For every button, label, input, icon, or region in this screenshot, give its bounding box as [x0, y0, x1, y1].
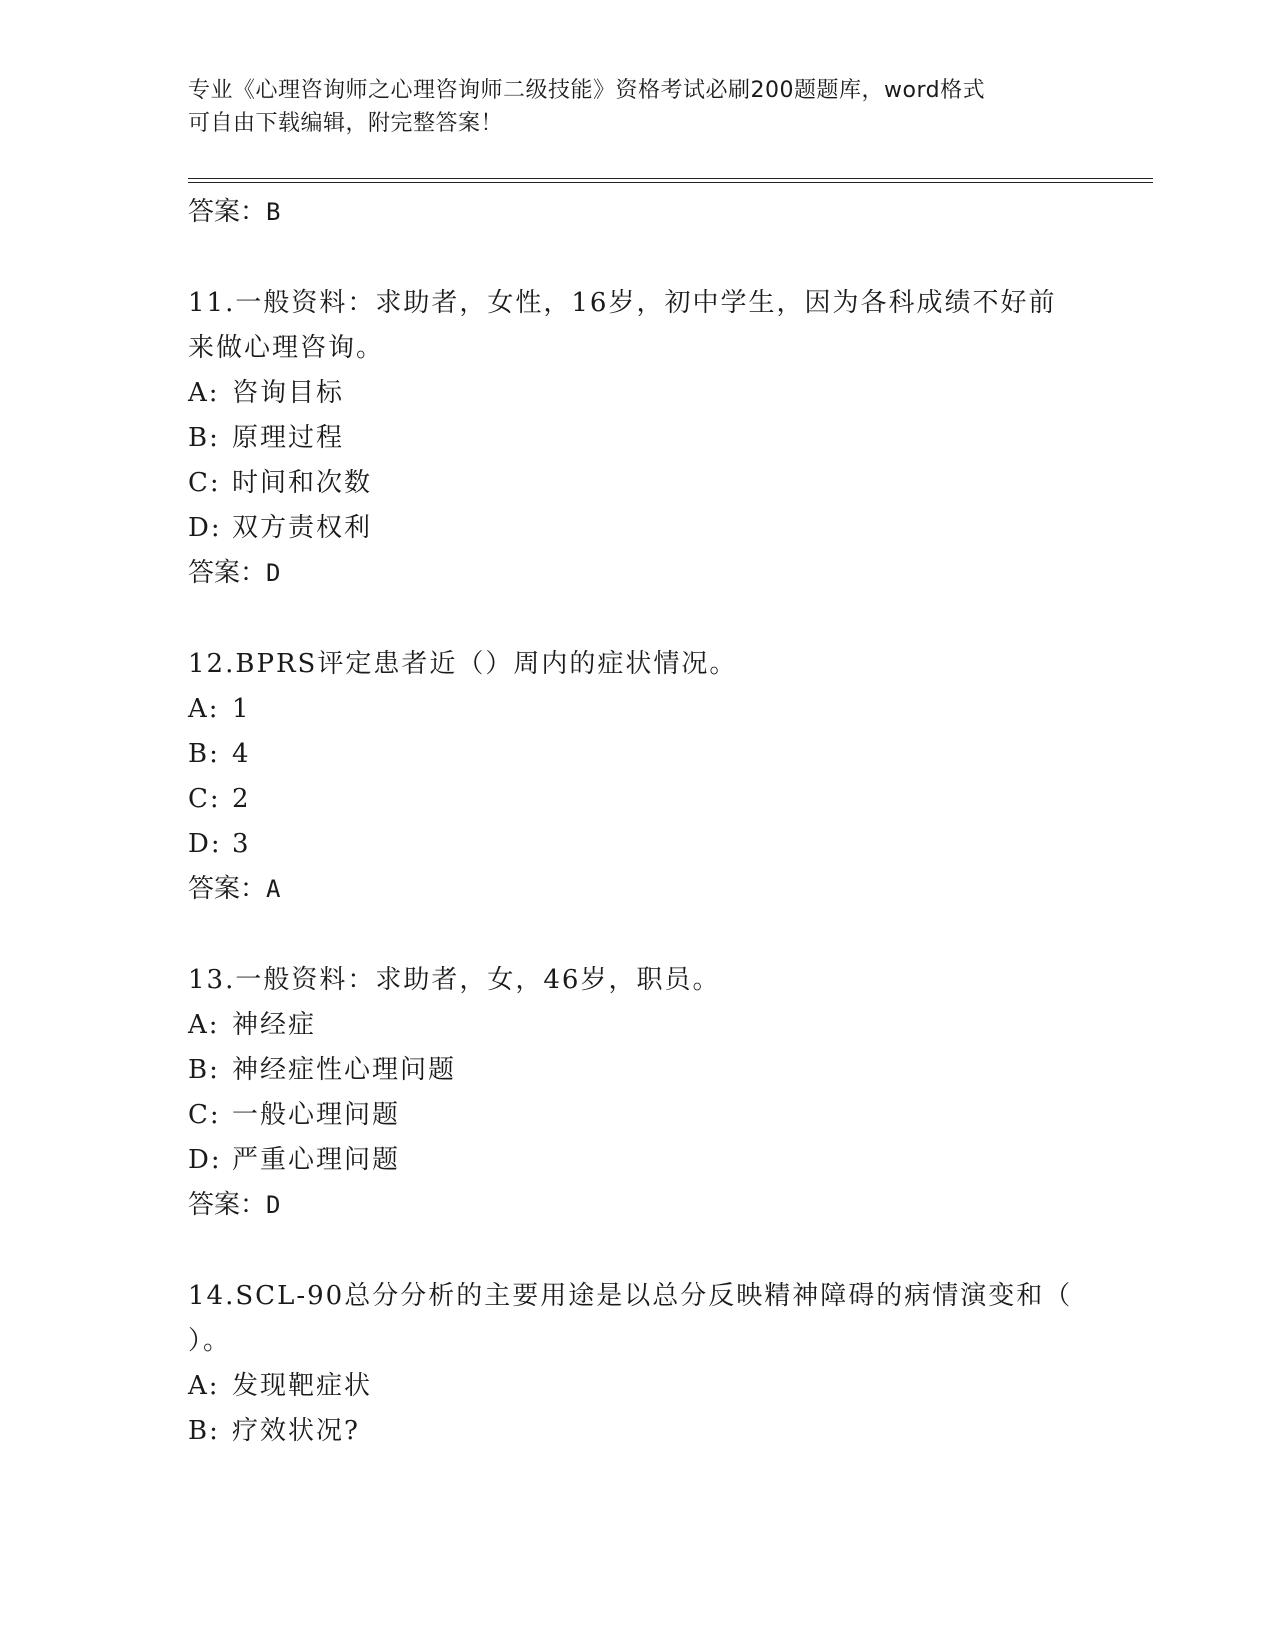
question-text-line-2: ）。 — [188, 1326, 232, 1356]
option-letter: A: — [188, 1371, 220, 1401]
option-text: 神经症 — [232, 1010, 317, 1040]
answer-label: 答案： — [188, 558, 267, 588]
answer-value: D — [266, 1191, 281, 1219]
option-text: 时间和次数 — [232, 468, 373, 498]
header-line-1: 专业《心理咨询师之心理咨询师二级技能》资格考试必刷200题题库，word格式 — [188, 78, 986, 103]
answer-value: B — [266, 198, 281, 226]
question-text-part: 一般资料：求助者，女性，16岁，初中学生，因为各科成绩不好前 — [235, 288, 1057, 318]
question-text — [188, 1274, 1088, 1364]
option-letter: B: — [188, 739, 220, 769]
answer-line-13 — [188, 1183, 1088, 1228]
option-text: 发现靶症状 — [232, 1371, 373, 1401]
question-text-line-1 — [188, 642, 1088, 687]
option-a — [188, 1003, 1088, 1048]
option-letter: A: — [188, 1010, 220, 1040]
answer-value: D — [266, 559, 281, 587]
option-text: 双方责权利 — [232, 513, 373, 543]
answer-label: 答案： — [188, 197, 267, 227]
option-d — [188, 822, 1088, 867]
option-b — [188, 1048, 1088, 1093]
question-12 — [188, 642, 1088, 867]
option-d — [188, 1138, 1088, 1183]
option-a — [188, 1364, 1088, 1409]
option-d — [188, 506, 1088, 551]
option-letter: C: — [188, 784, 221, 814]
option-text: 疗效状况? — [232, 1416, 360, 1446]
option-letter: D: — [188, 513, 222, 543]
question-14 — [188, 1274, 1088, 1454]
option-text: 原理过程 — [232, 423, 345, 453]
header-divider — [188, 178, 1153, 183]
option-letter: C: — [188, 1100, 221, 1130]
question-text-line-1 — [188, 281, 1088, 326]
option-letter: A: — [188, 378, 220, 408]
option-b — [188, 1409, 1088, 1454]
option-text: 3 — [232, 829, 251, 859]
answer-line-11 — [188, 551, 1088, 596]
question-text — [188, 642, 1088, 687]
question-11 — [188, 281, 1088, 551]
question-text-line-2: 来做心理咨询。 — [188, 333, 385, 363]
option-letter: A: — [188, 694, 220, 724]
question-text — [188, 958, 1088, 1003]
option-letter: C: — [188, 468, 221, 498]
option-c — [188, 461, 1088, 506]
option-letter: D: — [188, 829, 222, 859]
answer-label: 答案： — [188, 874, 267, 904]
question-number: 13. — [188, 965, 236, 995]
option-c — [188, 1093, 1088, 1138]
question-text-line-1 — [188, 1274, 1088, 1319]
question-number: 14. — [188, 1281, 236, 1311]
option-letter: B: — [188, 1055, 220, 1085]
option-b — [188, 732, 1088, 777]
option-text: 4 — [232, 739, 251, 769]
option-c — [188, 777, 1088, 822]
option-text: 严重心理问题 — [232, 1145, 401, 1175]
answer-label: 答案： — [188, 1190, 267, 1220]
answer-line-prev — [188, 190, 1088, 235]
document-body — [188, 190, 1088, 1454]
question-13 — [188, 958, 1088, 1183]
option-letter: D: — [188, 1145, 222, 1175]
option-a — [188, 687, 1088, 732]
question-text-part: BPRS评定患者近（）周内的症状情况。 — [235, 649, 738, 679]
option-text: 一般心理问题 — [232, 1100, 401, 1130]
question-number: 12. — [188, 649, 236, 679]
option-text: 1 — [232, 694, 251, 724]
option-a — [188, 371, 1088, 416]
question-text-line-1 — [188, 958, 1088, 1003]
option-text: 2 — [232, 784, 251, 814]
option-text: 神经症性心理问题 — [232, 1055, 457, 1085]
option-letter: B: — [188, 423, 220, 453]
answer-line-12 — [188, 867, 1088, 912]
option-text: 咨询目标 — [232, 378, 345, 408]
option-letter: B: — [188, 1416, 220, 1446]
question-text — [188, 281, 1088, 371]
page-header — [188, 74, 1088, 140]
header-line-2: 可自由下载编辑，附完整答案！ — [188, 111, 504, 136]
answer-value: A — [266, 875, 281, 903]
option-b — [188, 416, 1088, 461]
question-text-part: 一般资料：求助者，女，46岁，职员。 — [235, 965, 721, 995]
question-text-part: SCL-90总分分析的主要用途是以总分反映精神障碍的病情演变和（ — [235, 1281, 1073, 1311]
question-number: 11. — [188, 288, 236, 318]
